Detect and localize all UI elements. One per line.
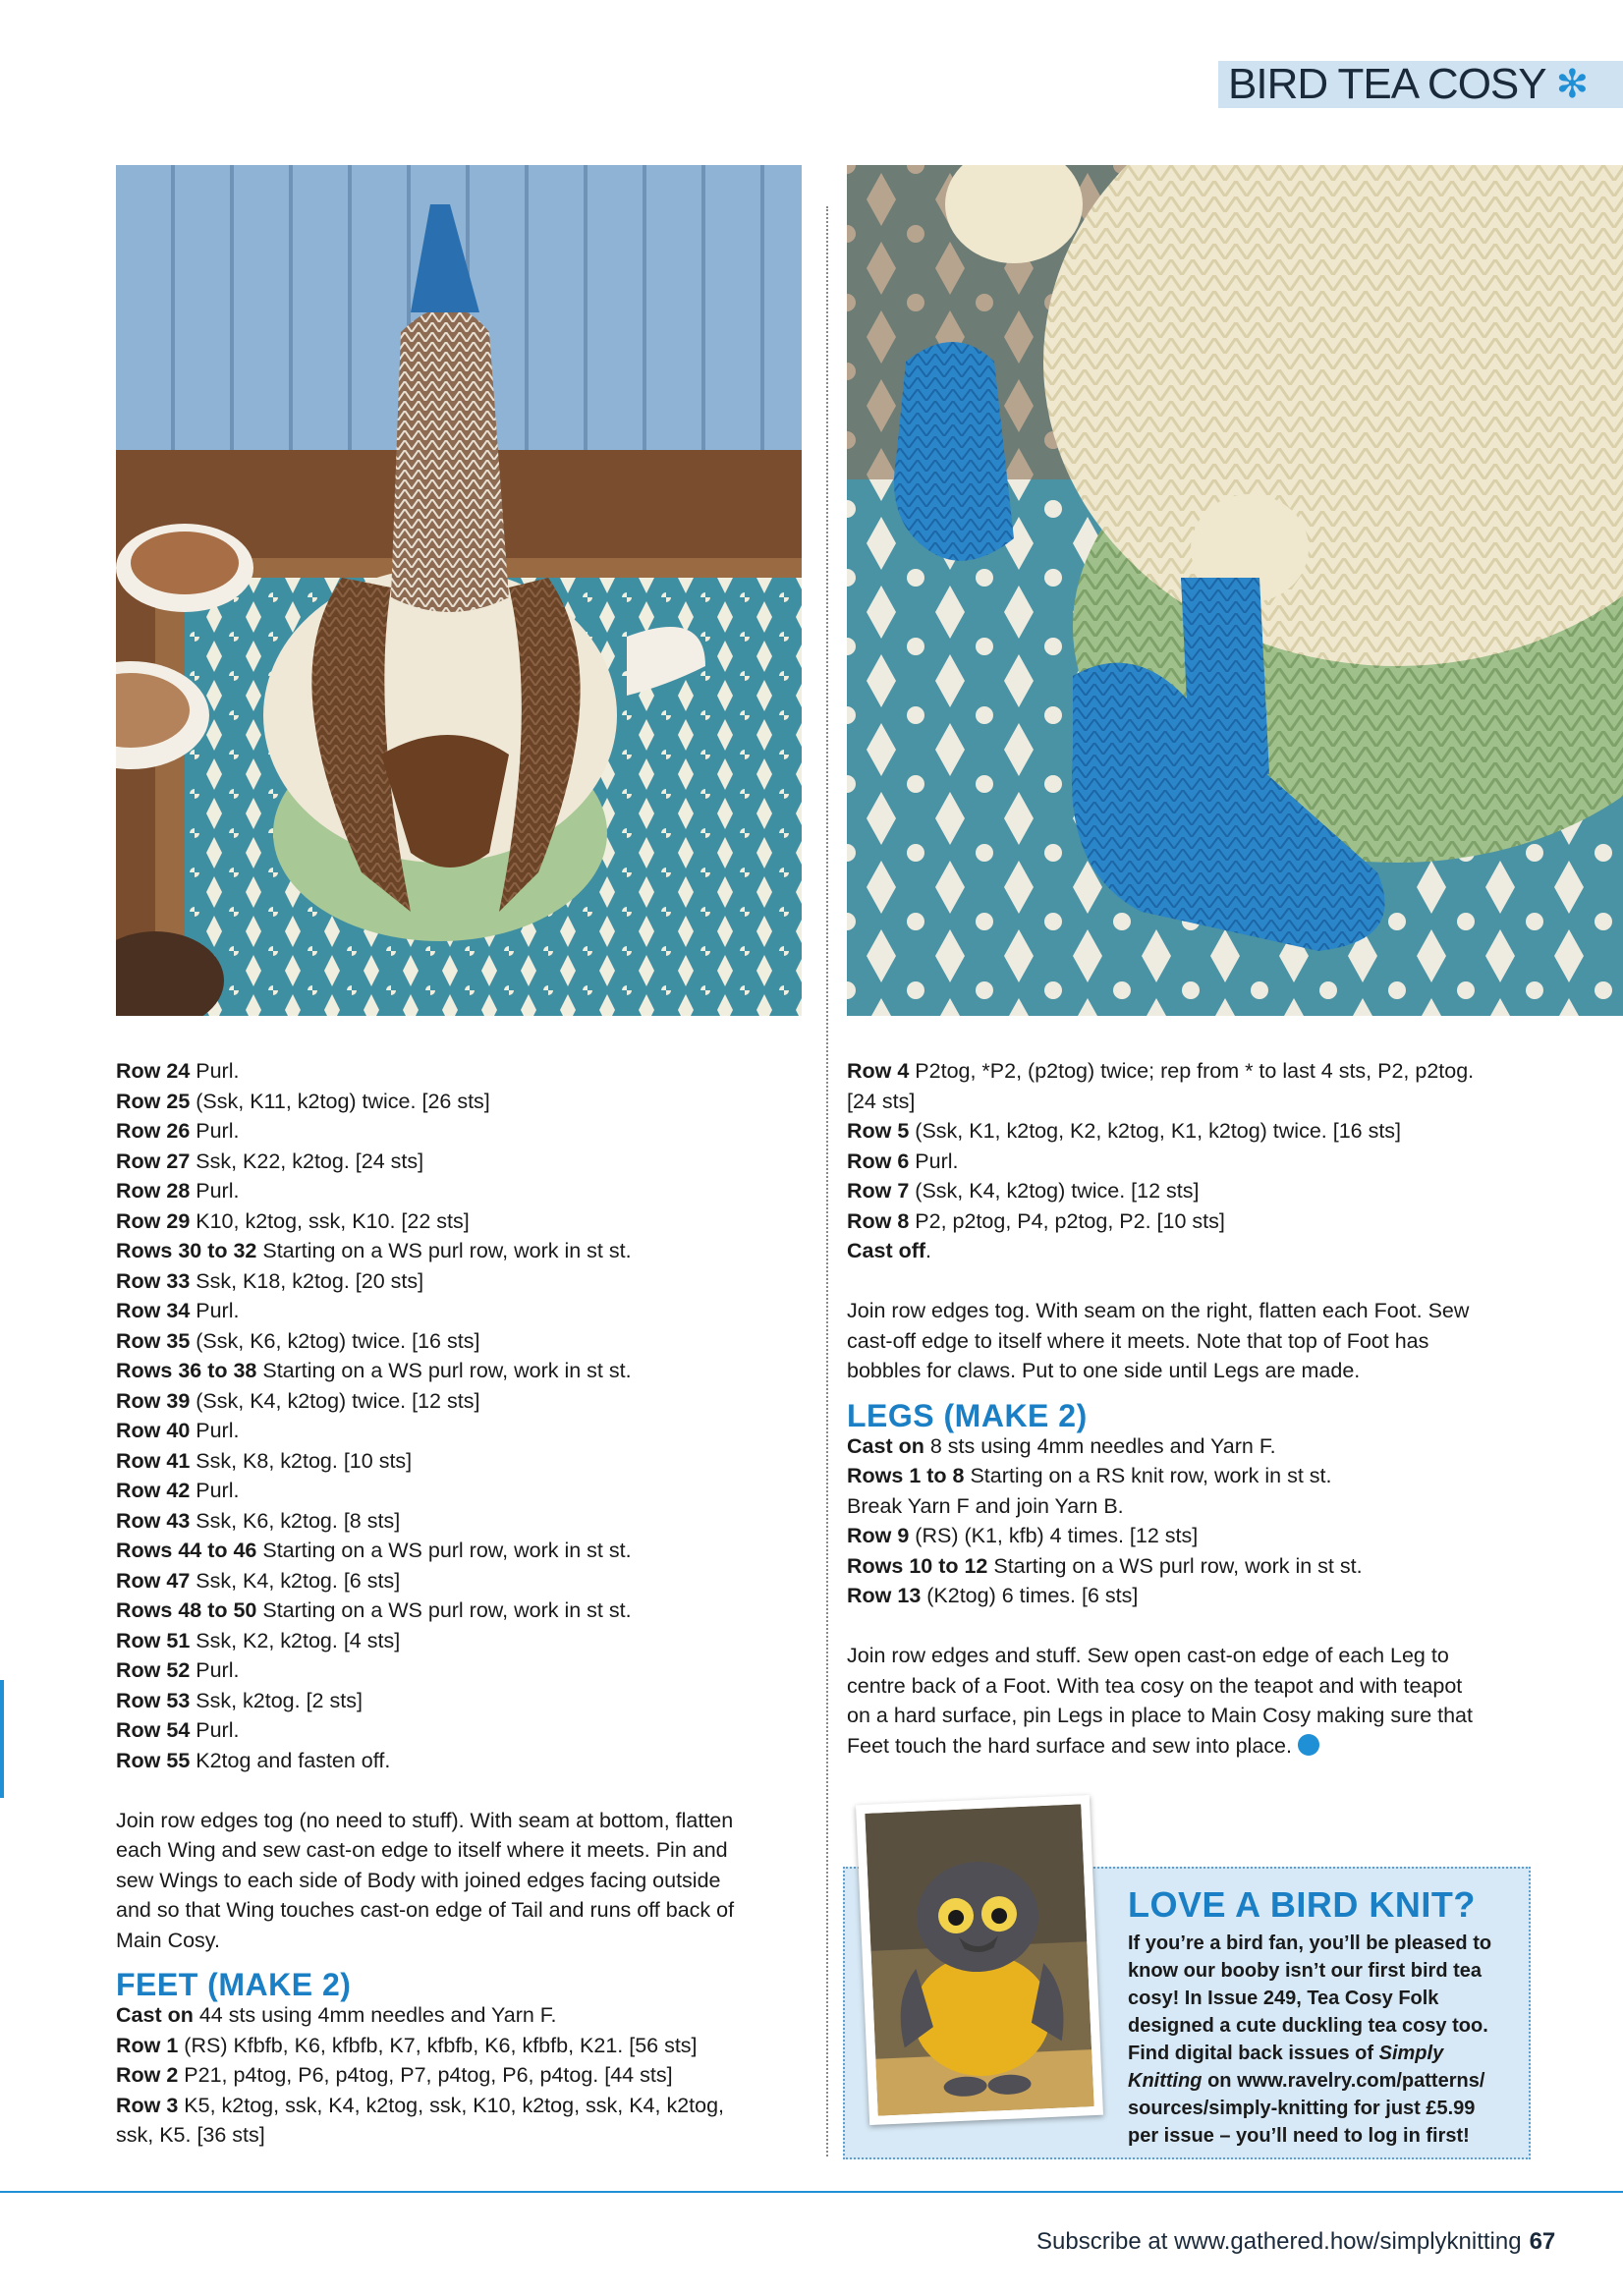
instruction-row bbox=[116, 2000, 804, 2031]
instruction-row bbox=[847, 1147, 1535, 1177]
row-label: Row 4 bbox=[847, 1059, 910, 1083]
paragraph-text: and so that Wing touches cast-on edge of Tail and runs off back of bbox=[116, 1898, 735, 1922]
row-label: Row 2 bbox=[116, 2063, 179, 2087]
instruction-row bbox=[116, 1446, 804, 1477]
row-label: Row 55 bbox=[116, 1748, 191, 1772]
row-text: Purl. bbox=[190, 1658, 240, 1682]
promo-line: If you’re a bird fan, you’ll be pleased to bbox=[1128, 1932, 1492, 1954]
promo-line: per issue – you’ll need to log in first! bbox=[1128, 2125, 1470, 2147]
instruction-row bbox=[116, 1326, 804, 1357]
row-text: Starting on a WS purl row, work in st st. bbox=[256, 1239, 632, 1262]
photo-bird-feet bbox=[847, 165, 1623, 1016]
feet-instructions bbox=[847, 1296, 1535, 1386]
paragraph-line bbox=[116, 1895, 804, 1926]
promo-line: sources/simply-knitting for just £5.99 bbox=[1128, 2098, 1476, 2119]
row-label: Row 5 bbox=[847, 1119, 910, 1143]
instruction-row bbox=[116, 2031, 804, 2061]
paragraph-text: sew Wings to each side of Body with joined edges facing outside bbox=[116, 1868, 721, 1892]
paragraph-line bbox=[116, 1835, 804, 1866]
row-label: Cast on bbox=[116, 2003, 194, 2027]
instruction-row bbox=[116, 1715, 804, 1746]
row-text: (K2tog) 6 times. [6 sts] bbox=[921, 1584, 1139, 1607]
row-label: Row 47 bbox=[116, 1568, 191, 1593]
instruction-row bbox=[116, 1206, 804, 1237]
row-text: Purl. bbox=[190, 1179, 240, 1203]
row-label: Row 51 bbox=[116, 1628, 191, 1652]
row-label: Rows 30 to 32 bbox=[116, 1239, 257, 1262]
row-text: Ssk, K22, k2tog. [24 sts] bbox=[190, 1148, 424, 1173]
paragraph-line bbox=[847, 1296, 1535, 1326]
row-text: K2tog and fasten off. bbox=[190, 1748, 391, 1772]
footer bbox=[1036, 2228, 1555, 2256]
row-text: K10, k2tog, ssk, K10. [22 sts] bbox=[190, 1208, 470, 1233]
paragraph-line bbox=[847, 1356, 1535, 1386]
row-label: Row 27 bbox=[116, 1148, 191, 1173]
row-text: [24 sts] bbox=[847, 1089, 916, 1113]
paragraph-text: each Wing and sew cast-on edge to itself where it meets. Pin and bbox=[116, 1838, 728, 1862]
duckling-tea-cosy-photo bbox=[856, 1795, 1103, 2125]
row-label: Rows 44 to 46 bbox=[116, 1539, 257, 1562]
row-text: (RS) Kfbfb, K6, kfbfb, K7, kfbfb, K6, kfbfb, K21. [56 sts] bbox=[178, 2033, 698, 2057]
instruction-row bbox=[847, 1461, 1535, 1491]
instruction-row bbox=[116, 1176, 804, 1206]
paragraph-text: on a hard surface, pin Legs in place to Main Cosy making sure that bbox=[847, 1704, 1473, 1727]
instruction-row bbox=[847, 1176, 1535, 1206]
instruction-row bbox=[116, 1536, 804, 1566]
row-text: Purl. bbox=[190, 1479, 240, 1502]
instruction-row bbox=[116, 1746, 804, 1776]
row-text: 8 sts using 4mm needles and Yarn F. bbox=[923, 1433, 1276, 1458]
instruction-row bbox=[116, 1386, 804, 1417]
star-icon: ✻ bbox=[1555, 63, 1590, 106]
row-text: (Ssk, K1, k2tog, K2, k2tog, K1, k2tog) twice. [16 sts] bbox=[909, 1119, 1402, 1143]
row-label: Row 33 bbox=[116, 1268, 191, 1293]
instruction-row bbox=[847, 1206, 1535, 1237]
instruction-row bbox=[116, 1056, 804, 1087]
promo-line: know our booby isn’t our first bird tea bbox=[1128, 1960, 1483, 1982]
ravelry-link-text[interactable]: on www.ravelry.com/patterns/ bbox=[1202, 2070, 1485, 2092]
row-text: P2, p2tog, P4, p2tog, P2. [10 sts] bbox=[909, 1208, 1225, 1233]
row-text: Purl. bbox=[190, 1119, 240, 1143]
instruction-row bbox=[116, 1626, 804, 1656]
instruction-row bbox=[116, 1416, 804, 1446]
row-label: Rows 10 to 12 bbox=[847, 1553, 988, 1578]
row-label: Cast off bbox=[847, 1239, 926, 1262]
paragraph-text: bobbles for claws. Put to one side until Legs are made. bbox=[847, 1359, 1361, 1382]
magazine-name: Knitting bbox=[1128, 2070, 1203, 2092]
row-label: Row 54 bbox=[116, 1718, 191, 1742]
legs-instructions bbox=[847, 1641, 1535, 1761]
instruction-row bbox=[847, 1056, 1535, 1087]
row-text: (RS) (K1, kfb) 4 times. [12 sts] bbox=[909, 1524, 1199, 1547]
row-label: Row 39 bbox=[116, 1388, 191, 1413]
paragraph-text: Main Cosy. bbox=[116, 1928, 220, 1952]
wings-instructions bbox=[116, 1806, 804, 1956]
row-text: Starting on a WS purl row, work in st st. bbox=[256, 1539, 632, 1562]
instruction-row bbox=[847, 1551, 1535, 1582]
instruction-row bbox=[116, 1296, 804, 1326]
row-text: Purl. bbox=[190, 1299, 240, 1322]
instruction-row bbox=[116, 1566, 804, 1596]
row-text: Purl. bbox=[190, 1419, 240, 1442]
row-text: (Ssk, K4, k2tog) twice. [12 sts] bbox=[909, 1179, 1200, 1203]
paragraph-text: Join row edges tog. With seam on the right, flatten each Foot. Sew bbox=[847, 1299, 1470, 1322]
row-text: Ssk, K18, k2tog. [20 sts] bbox=[190, 1268, 424, 1293]
row-text: Starting on a WS purl row, work in st st. bbox=[256, 1359, 632, 1382]
paragraph-text: Join row edges tog (no need to stuff). With seam at bottom, flatten bbox=[116, 1808, 734, 1832]
row-label: Rows 36 to 38 bbox=[116, 1359, 257, 1382]
row-text: Ssk, k2tog. [2 sts] bbox=[190, 1688, 363, 1712]
promo-text bbox=[1128, 1930, 1516, 2150]
legs-heading: LEGS (MAKE 2) bbox=[847, 1397, 1088, 1433]
instruction-row bbox=[116, 1236, 804, 1266]
row-label: Row 53 bbox=[116, 1688, 191, 1712]
footer-rule bbox=[0, 2191, 1623, 2193]
paragraph-line bbox=[847, 1671, 1535, 1702]
subscribe-link[interactable]: Subscribe at www.gathered.how/simplyknitting bbox=[1036, 2228, 1522, 2255]
paragraph-line bbox=[116, 1806, 804, 1836]
instruction-row bbox=[116, 1147, 804, 1177]
instruction-row bbox=[847, 1521, 1535, 1551]
promo-line-text: Find digital back issues of bbox=[1128, 2043, 1379, 2064]
row-label: Row 24 bbox=[116, 1059, 191, 1083]
instruction-row bbox=[116, 1087, 804, 1117]
paragraph-line bbox=[116, 1866, 804, 1896]
row-label: Row 6 bbox=[847, 1148, 910, 1173]
row-text: Purl. bbox=[190, 1718, 240, 1742]
paragraph-line bbox=[847, 1641, 1535, 1671]
row-text: Purl. bbox=[190, 1059, 240, 1083]
row-label: Row 13 bbox=[847, 1584, 922, 1607]
row-text: Purl. bbox=[909, 1148, 959, 1173]
paragraph-text: Feet touch the hard surface and sew into place. bbox=[847, 1733, 1292, 1758]
paragraph-text: Join row edges and stuff. Sew open cast-on edge of each Leg to bbox=[847, 1644, 1449, 1667]
row-label: Row 1 bbox=[116, 2033, 179, 2057]
paragraph-text: centre back of a Foot. With tea cosy on the teapot and with teapot bbox=[847, 1673, 1463, 1698]
row-label: Row 29 bbox=[116, 1208, 191, 1233]
row-text: P21, p4tog, P6, p4tog, P7, p4tog, P6, p4tog. [44 sts] bbox=[178, 2063, 673, 2087]
feet-heading: FEET (MAKE 2) bbox=[116, 1967, 352, 2002]
row-text: (Ssk, K11, k2tog) twice. [26 sts] bbox=[190, 1089, 490, 1113]
instruction-row bbox=[116, 2120, 804, 2151]
instruction-row bbox=[116, 1596, 804, 1626]
row-label: Row 7 bbox=[847, 1179, 910, 1203]
instruction-row bbox=[847, 1087, 1535, 1117]
row-text: Starting on a WS purl row, work in st st. bbox=[987, 1553, 1363, 1578]
instruction-row bbox=[847, 1431, 1535, 1462]
instruction-row bbox=[847, 1491, 1535, 1522]
row-label: Row 28 bbox=[116, 1179, 191, 1203]
instruction-row bbox=[847, 1116, 1535, 1147]
edge-marker bbox=[0, 1680, 4, 1798]
promo-line bbox=[1128, 2040, 1516, 2067]
row-label: Row 43 bbox=[116, 1508, 191, 1533]
row-text: Ssk, K2, k2tog. [4 sts] bbox=[190, 1628, 401, 1652]
row-text: 44 sts using 4mm needles and Yarn F. bbox=[193, 2003, 557, 2027]
row-label: Row 9 bbox=[847, 1524, 910, 1547]
photo-bird-tea-cosy bbox=[116, 165, 802, 1016]
row-text: P2tog, *P2, (p2tog) twice; rep from * to last 4 sts, P2, p2tog. bbox=[909, 1059, 1475, 1083]
page-number: 67 bbox=[1529, 2228, 1556, 2255]
row-text: Ssk, K4, k2tog. [6 sts] bbox=[190, 1568, 401, 1593]
instruction-row bbox=[847, 1236, 1535, 1266]
instruction-row bbox=[116, 2091, 804, 2121]
row-text: ssk, K5. [36 sts] bbox=[116, 2123, 265, 2147]
row-label: Row 52 bbox=[116, 1658, 191, 1682]
row-label: Row 25 bbox=[116, 1089, 191, 1113]
row-text: Ssk, K6, k2tog. [8 sts] bbox=[190, 1508, 401, 1533]
row-label: Rows 1 to 8 bbox=[847, 1464, 965, 1487]
section-header bbox=[1218, 61, 1623, 108]
yarn-ball-end-icon bbox=[1298, 1734, 1319, 1756]
instruction-row bbox=[116, 2060, 804, 2091]
row-text: Break Yarn F and join Yarn B. bbox=[847, 1493, 1124, 1518]
column-divider bbox=[826, 206, 828, 2156]
instruction-row bbox=[116, 1116, 804, 1147]
instruction-row bbox=[116, 1655, 804, 1686]
page-title: BIRD TEA COSY bbox=[1228, 60, 1546, 108]
row-label: Row 3 bbox=[116, 2093, 179, 2117]
promo-line: cosy! In Issue 249, Tea Cosy Folk bbox=[1128, 1988, 1439, 2009]
paragraph-line bbox=[847, 1701, 1535, 1731]
row-text: K5, k2tog, ssk, K4, k2tog, ssk, K10, k2tog, ssk, K4, k2tog, bbox=[178, 2093, 725, 2117]
instruction-row bbox=[116, 1266, 804, 1297]
right-column bbox=[847, 1056, 1535, 1761]
row-label: Row 40 bbox=[116, 1419, 191, 1442]
paragraph-line bbox=[847, 1326, 1535, 1357]
instruction-row bbox=[116, 1476, 804, 1506]
row-label: Rows 48 to 50 bbox=[116, 1598, 257, 1622]
instruction-row bbox=[847, 1581, 1535, 1611]
row-label: Cast on bbox=[847, 1433, 924, 1458]
row-text: (Ssk, K6, k2tog) twice. [16 sts] bbox=[190, 1328, 480, 1353]
promo-title: LOVE A BIRD KNIT? bbox=[1128, 1884, 1476, 1925]
row-text: Starting on a WS purl row, work in st st. bbox=[256, 1598, 632, 1622]
instruction-row bbox=[116, 1506, 804, 1537]
row-text: Starting on a RS knit row, work in st st. bbox=[964, 1464, 1332, 1487]
row-label: Row 8 bbox=[847, 1208, 910, 1233]
row-label: Row 26 bbox=[116, 1119, 191, 1143]
row-text: (Ssk, K4, k2tog) twice. [12 sts] bbox=[190, 1388, 480, 1413]
row-label: Row 42 bbox=[116, 1479, 191, 1502]
row-text: Ssk, K8, k2tog. [10 sts] bbox=[190, 1448, 413, 1473]
promo-line bbox=[1128, 2067, 1516, 2095]
paragraph-text: cast-off edge to itself where it meets. Note that top of Foot has bbox=[847, 1328, 1429, 1353]
left-column bbox=[116, 1056, 804, 2151]
paragraph-line bbox=[847, 1731, 1535, 1762]
row-text: . bbox=[925, 1239, 932, 1262]
instruction-row bbox=[116, 1356, 804, 1386]
instruction-row bbox=[116, 1686, 804, 1716]
paragraph-line bbox=[116, 1926, 804, 1956]
row-label: Row 41 bbox=[116, 1448, 191, 1473]
promo-line: designed a cute duckling tea cosy too. bbox=[1128, 2015, 1488, 2037]
magazine-name: Simply bbox=[1378, 2043, 1444, 2064]
row-label: Row 35 bbox=[116, 1328, 191, 1353]
row-label: Row 34 bbox=[116, 1299, 191, 1322]
